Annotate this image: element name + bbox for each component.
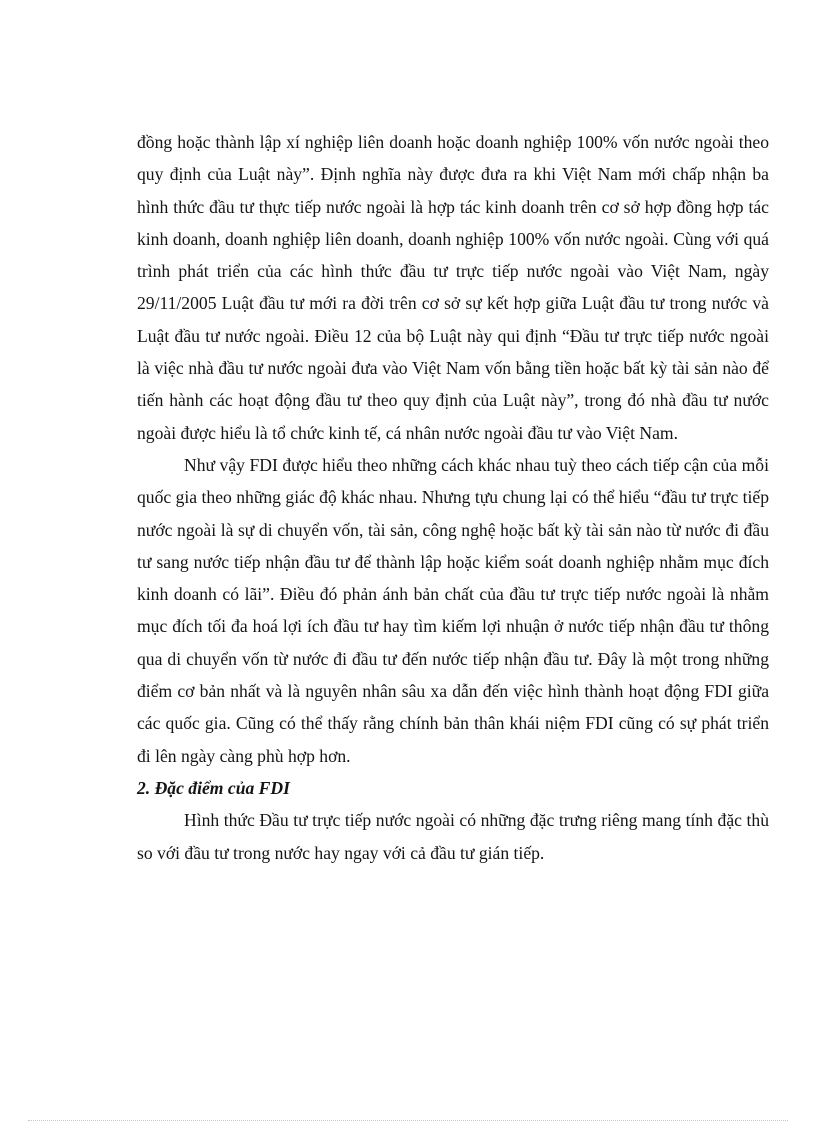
paragraph-fdi-characteristics: Hình thức Đầu tư trực tiếp nước ngoài có những đặc trưng riêng mang tính đặc thù so với đầu tư trong nước hay ngay với cả đầu tư gián tiếp. bbox=[137, 810, 769, 863]
paragraph-fdi-definition: Như vậy FDI được hiểu theo những cách khác nhau tuỳ theo cách tiếp cận của mỗi quốc gia theo những giác độ khác nhau. Nhưng tựu chung lại có thể hiểu “đầu tư trực tiếp nước ngoài là sự di chuyển vốn, tài sản, công nghệ hoặc bất kỳ tài sản nào từ nước đi đầu tư sang nước tiếp nhận đầu tư để thành lập hoặc kiểm soát doanh nghiệp nhằm mục đích kinh doanh có lãi”. Điều đó phản ánh bản chất của đầu tư trực tiếp nước ngoài là nhằm mục đích tối đa hoá lợi ích đầu tư hay tìm kiếm lợi nhuận ở nước tiếp nhận đầu tư thông qua di chuyển vốn từ nước đi đầu tư đến nước tiếp nhận đầu tư. Đây là một trong những điểm cơ bản nhất và là nguyên nhân sâu xa dẫn đến việc hình thành hoạt động FDI giữa các quốc gia. Cũng có thể thấy rằng chính bản thân khái niệm FDI cũng có sự phát triển đi lên ngày càng phù hợp hơn. bbox=[137, 454, 769, 766]
page-bottom-divider bbox=[28, 1120, 788, 1121]
paragraph-continuation: đồng hoặc thành lập xí nghiệp liên doanh hoặc doanh nghiệp 100% vốn nước ngoài theo quy định của Luật này”. Định nghĩa này được đưa ra khi Việt Nam mới chấp nhận ba hình thức đầu tư thực tiếp nước ngoài là hợp tác kinh doanh trên cơ sở hợp đồng hợp tác kinh doanh, doanh nghiệp liên doanh, doanh nghiệp 100% vốn nước ngoài. Cùng với quá trình phát triển của các hình thức đầu tư trực tiếp nước ngoài vào Việt Nam, ngày 29/11/2005 Luật đầu tư mới ra đời trên cơ sở sự kết hợp giữa Luật đầu tư trong nước và Luật đầu tư nước ngoài. Điều 12 của bộ Luật này qui định “Đầu tư trực tiếp nước ngoài là việc nhà đầu tư nước ngoài đưa vào Việt Nam vốn bằng tiền hoặc bất kỳ tài sản nào để tiến hành các hoạt động đầu tư theo quy định của Luật này”, trong đó nhà đầu tư nước ngoài được hiểu là tổ chức kinh tế, cá nhân nước ngoài đầu tư vào Việt Nam. bbox=[137, 132, 769, 443]
section-heading: 2. Đặc điểm của FDI bbox=[137, 777, 290, 798]
document-body bbox=[137, 126, 769, 869]
